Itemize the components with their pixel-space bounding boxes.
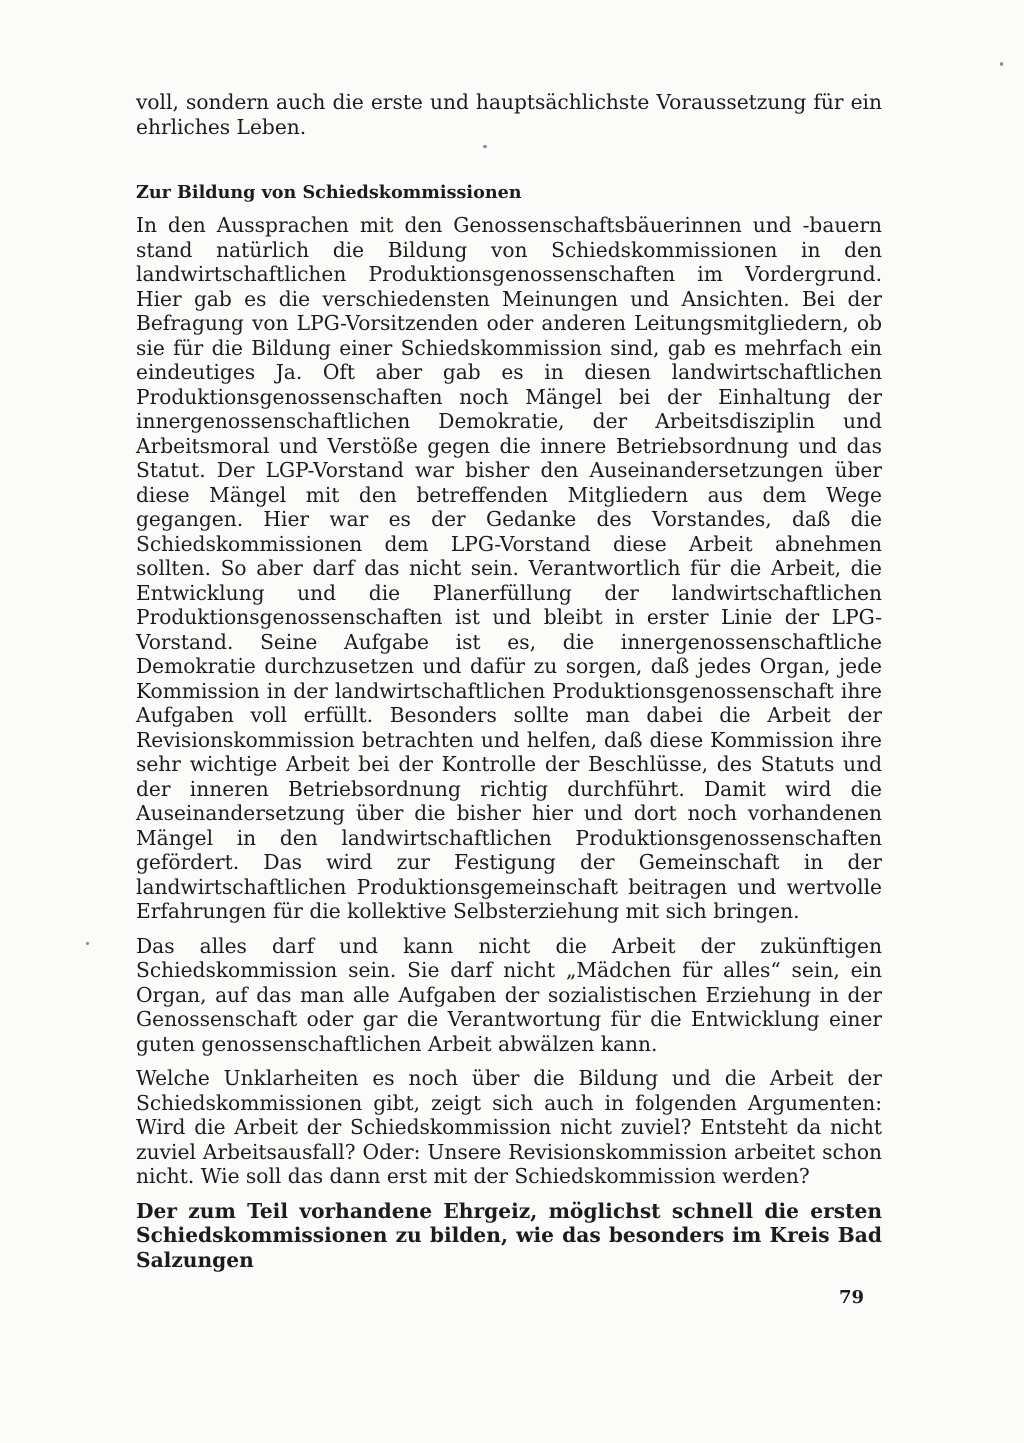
body-paragraph-1: In den Aussprachen mit den Genossenschaftsbäuerinnen und -bauern stand natürlich die Bildung von Schiedskommissionen in den landwirtschaftlichen Produktionsgenossenschaften im Vordergrund. Hier gab es die verschiedensten Meinungen und Ansichten. Bei der Befragung von LPG-Vorsitzenden oder anderen Leitungsmitgliedern, ob sie für die Bildung einer Schiedskommission sind, gab es mehrfach ein eindeutiges Ja. Oft aber gab es in diesen landwirtschaftlichen Produktionsgenossenschaften noch Mängel bei der Einhaltung der innergenossenschaftlichen Demokratie, der Arbeitsdisziplin und Arbeitsmoral und Verstöße gegen die innere Betriebsordnung und das Statut. Der LGP-Vorstand war bisher den Auseinandersetzungen über diese Mängel mit den betreffenden Mitgliedern aus dem Wege gegangen. Hier war es der Gedanke des Vorstandes, daß die Schiedskommissionen dem LPG-Vorstand diese Arbeit abnehmen sollten. So aber darf das nicht sein. Verantwortlich für die Arbeit, die Entwicklung und die Planerfüllung der landwirtschaftlichen Produktionsgenossenschaften ist und bleibt in erster Linie der LPG-Vorstand. Seine Aufgabe ist es, die innergenossenschaftliche Demokratie durchzusetzen und dafür zu sorgen, daß jedes Organ, jede Kommission in der landwirtschaftlichen Produktionsgenossenschaft ihre Aufgaben voll erfüllt. Besonders sollte man dabei die Arbeit der Revisionskommission betrachten und helfen, daß diese Kommission ihre sehr wichtige Arbeit bei der Kontrolle der Beschlüsse, des Statuts und der inneren Betriebsordnung richtig durchführt. Damit wird die Auseinandersetzung über die bisher hier und dort noch vorhandenen Mängel in den landwirtschaftlichen Produktionsgenossenschaften gefördert. Das wird zur Festigung der Gemeinschaft in der landwirtschaftlichen Produktionsgemeinschaft beitragen und wertvolle Erfahrungen für die kollektive Selbsterziehung mit sich bringen. (136, 213, 882, 923)
scan-speck (1000, 62, 1003, 66)
body-paragraph-4: Der zum Teil vorhandene Ehrgeiz, möglichst schnell die ersten Schiedskommissionen zu bilden, wie das besonders im Kreis Bad Salzungen (136, 1198, 882, 1272)
body-paragraph-3: Welche Unklarheiten es noch über die Bildung und die Arbeit der Schiedskommissionen gibt, zeigt sich auch in folgenden Argumenten: Wird die Arbeit der Schiedskommission nicht zuviel? Entsteht da nicht zuviel Arbeitsausfall? Oder: Unsere Revisionskommission arbeitet schon nicht. Wie soll das dann erst mit der Schiedskommission werden? (136, 1066, 882, 1188)
text-column (136, 90, 882, 1282)
section-heading: Zur Bildung von Schiedskommissionen (136, 182, 522, 203)
page-number: 79 (839, 1287, 865, 1308)
scan-speck (86, 942, 89, 945)
continuation-paragraph: voll, sondern auch die erste und hauptsächlichste Voraussetzung für ein ehrliches Leben. (136, 90, 882, 139)
body-paragraph-2: Das alles darf und kann nicht die Arbeit der zukünftigen Schiedskommission sein. Sie darf nicht „Mädchen für alles“ sein, ein Organ, auf das man alle Aufgaben der sozialistischen Erziehung in der Genossenschaft oder gar die Verantwortung für die Entwicklung einer guten genossenschaftlichen Arbeit abwälzen kann. (136, 933, 882, 1056)
